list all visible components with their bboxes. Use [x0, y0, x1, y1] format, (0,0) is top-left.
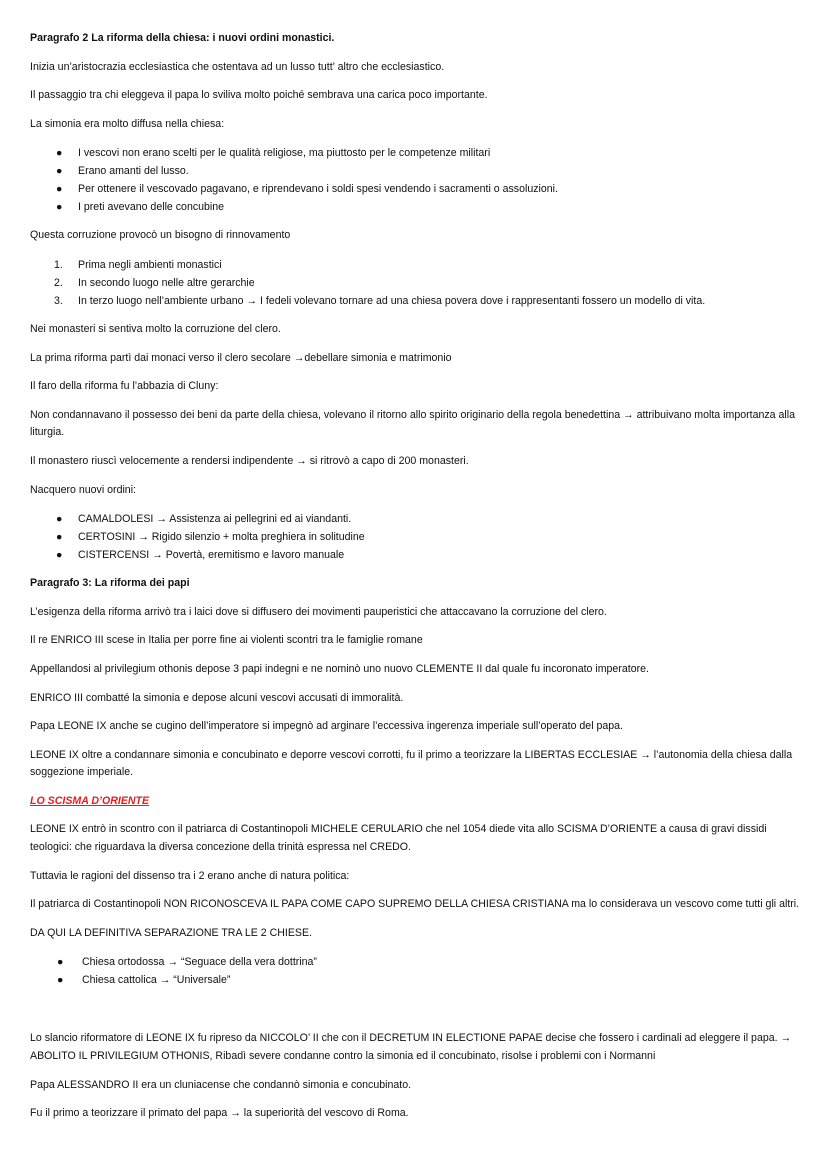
- paragraph: Appellandosi al privilegium othonis depose 3 papi indegni e ne nominò uno nuovo CLEMENTE II dal quale fu incoronato imperatore.: [30, 662, 649, 675]
- bullet-icon: ●: [56, 183, 63, 196]
- list-item: ● I preti avevano delle concubine: [30, 198, 806, 216]
- paragraph: Il passaggio tra chi eleggeva il papa lo sviliva molto poiché sembrava una carica poco importante.: [30, 89, 488, 102]
- paragraph: Nei monasteri si sentiva molto la corruzione del clero.: [30, 322, 281, 335]
- section-heading-paragrafo-3: Paragrafo 3: La riforma dei papi: [30, 577, 190, 590]
- paragraph: Il faro della riforma fu l’abbazia di Cluny:: [30, 380, 219, 393]
- paragraph: DA QUI LA DEFINITIVA SEPARAZIONE TRA LE 2 CHIESE.: [30, 926, 312, 939]
- bullet-icon: ●: [56, 513, 63, 526]
- bullet-icon: ●: [56, 531, 63, 544]
- list-item: ● Chiesa cattolica → “Universale”: [30, 971, 806, 989]
- paragraph: Il patriarca di Costantinopoli NON RICONOSCEVA IL PAPA COME CAPO SUPREMO DELLA CHIESA CRISTIANA ma lo considerava un vescovo come tutti gli altri.: [30, 898, 800, 911]
- list-item: ● CERTOSINI → Rigido silenzio + molta preghiera in solitudine: [30, 528, 806, 546]
- rinnovamento-list: [30, 256, 806, 310]
- blank-space: [30, 1000, 806, 1030]
- bullet-icon: ●: [57, 974, 64, 987]
- list-item: ● Chiesa ortodossa → “Seguace della vera dottrina”: [30, 953, 806, 971]
- paragraph: LEONE IX oltre a condannare simonia e concubinato e deporre vescovi corrotti, fu il primo a teorizzare la LIBERTAS ECCLESIAE → l’autonomia della chiesa dalla soggezione imperiale.: [30, 748, 793, 779]
- list-item: ● CAMALDOLESI → Assistenza ai pellegrini ed ai viandanti.: [30, 510, 806, 528]
- section-heading-scisma: LO SCISMA D’ORIENTE: [30, 794, 150, 807]
- bullet-icon: ●: [56, 549, 63, 562]
- list-item: 2. In secondo luogo nelle altre gerarchie: [54, 276, 255, 289]
- paragraph: Papa ALESSANDRO II era un cluniacense che condannò simonia e concubinato.: [30, 1078, 412, 1091]
- chiese-list: [30, 953, 806, 989]
- paragraph: L’esigenza della riforma arrivò tra i laici dove si diffusero dei movimenti pauperistici che attaccavano la corruzione del clero.: [30, 605, 607, 618]
- list-item: 1. Prima negli ambienti monastici: [54, 258, 222, 271]
- paragraph: Nacquero nuovi ordini:: [30, 483, 136, 496]
- paragraph: Fu il primo a teorizzare il primato del papa → la superiorità del vescovo di Roma.: [30, 1107, 409, 1120]
- list-item: ● Per ottenere il vescovado pagavano, e riprendevano i soldi spesi vendendo i sacramenti o assoluzioni.: [30, 180, 806, 198]
- bullet-icon: ●: [56, 165, 63, 178]
- bullet-icon: ●: [56, 201, 63, 214]
- paragraph: Tuttavia le ragioni del dissenso tra i 2 erano anche di natura politica:: [30, 869, 350, 882]
- bullet-icon: ●: [56, 147, 63, 160]
- ordini-list: [30, 510, 806, 564]
- paragraph: LEONE IX entrò in scontro con il patriarca di Costantinopoli MICHELE CERULARIO che nel 1054 diede vita allo SCISMA D’ORIENTE a causa di gravi dissidi teologici: che riguardava la diversa concezione della trinità espressa nel CREDO.: [30, 823, 767, 854]
- paragraph: Non condannavano il possesso dei beni da parte della chiesa, volevano il ritorno allo spirito originario della regola benedettina → attribuivano molta importanza alla liturgia.: [30, 408, 795, 439]
- paragraph: ENRICO III combatté la simonia e depose alcuni vescovi accusati di immoralità.: [30, 691, 404, 704]
- paragraph: Lo slancio riformatore di LEONE IX fu ripreso da NICCOLO’ II che con il DECRETUM IN ELECTIONE PAPAE decise che fossero i cardinali ad eleggere il papa. → ABOLITO IL PRIVILEGIUM OTHONIS, Ribadì severe condanne contro la simonia ed il concubinato, risolse i problemi con i Normanni: [30, 1032, 792, 1063]
- list-item: ● I vescovi non erano scelti per le qualità religiose, ma piuttosto per le competenze militari: [30, 144, 806, 162]
- bullet-icon: ●: [57, 956, 64, 969]
- paragraph: Il re ENRICO III scese in Italia per porre fine ai violenti scontri tra le famiglie romane: [30, 634, 423, 647]
- list-item: ● Erano amanti del lusso.: [30, 162, 806, 180]
- paragraph: Inizia un’aristocrazia ecclesiastica che ostentava ad un lusso tutt’ altro che ecclesiastico.: [30, 60, 445, 73]
- paragraph: Papa LEONE IX anche se cugino dell’imperatore si impegnò ad arginare l’eccessiva ingerenza imperiale sull’operato del papa.: [30, 720, 624, 733]
- section-heading-paragrafo-2: Paragrafo 2 La riforma della chiesa: i nuovi ordini monastici.: [30, 32, 335, 44]
- list-item: ● CISTERCENSI → Povertà, eremitismo e lavoro manuale: [30, 546, 806, 564]
- paragraph: La prima riforma partì dai monaci verso il clero secolare →debellare simonia e matrimonio: [30, 351, 452, 364]
- paragraph: La simonia era molto diffusa nella chiesa:: [30, 117, 225, 130]
- simonia-list: [30, 144, 806, 216]
- list-item: 3. In terzo luogo nell’ambiente urbano → I fedeli volevano tornare ad una chiesa povera dove i rappresentanti fossero un modello di vita.: [54, 294, 706, 307]
- paragraph: Questa corruzione provocò un bisogno di rinnovamento: [30, 229, 291, 242]
- paragraph: Il monastero riuscì velocemente a rendersi indipendente → si ritrovò a capo di 200 monasteri.: [30, 454, 469, 467]
